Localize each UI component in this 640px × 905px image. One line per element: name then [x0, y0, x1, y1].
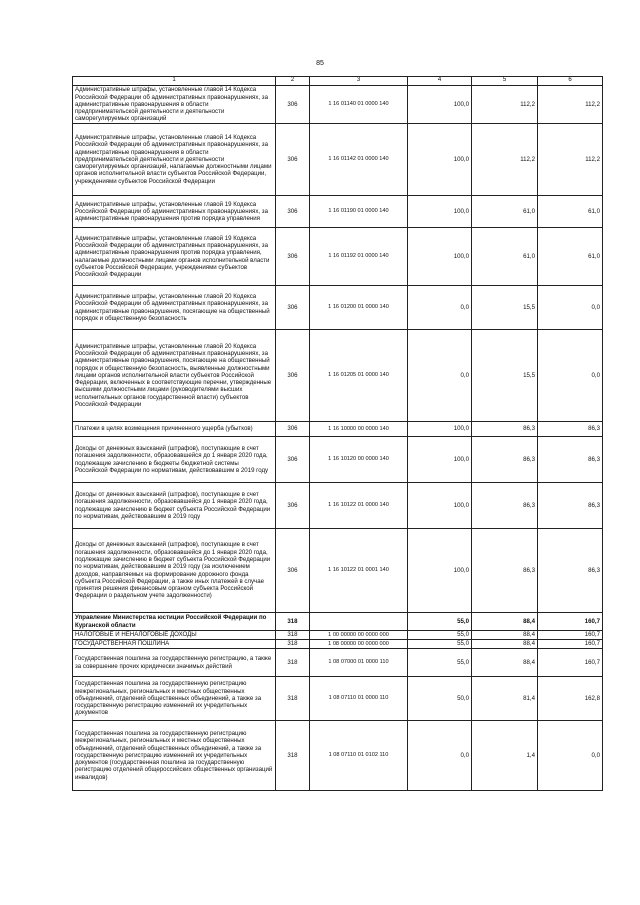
table-row: [73, 437, 603, 483]
table-body: [73, 86, 603, 791]
row-value-col5-cell: 112,2: [472, 124, 538, 196]
row-value-col4-cell: 100,0: [408, 196, 472, 228]
row-value-col6-cell: 61,0: [538, 196, 603, 228]
table-row: [73, 721, 603, 791]
row-kbk-code-cell: 1 16 10000 00 0000 140: [310, 422, 408, 437]
row-admin-code-cell: 318: [276, 677, 310, 721]
row-value-col6-cell: 160,7: [538, 631, 603, 640]
table-row: [73, 196, 603, 228]
row-value-col4-cell: 55,0: [408, 631, 472, 640]
revenue-table: [72, 76, 603, 791]
row-value-col5-cell: 61,0: [472, 196, 538, 228]
row-value-col6-cell: 160,7: [538, 640, 603, 649]
row-value-col4-cell: 55,0: [408, 649, 472, 677]
row-admin-code-cell: 306: [276, 286, 310, 330]
row-kbk-code-cell: 1 16 01192 01 0000 140: [310, 228, 408, 286]
row-value-col5-cell: 61,0: [472, 228, 538, 286]
table-row: [73, 640, 603, 649]
row-value-col5-cell: 88,4: [472, 631, 538, 640]
row-value-col4-cell: 100,0: [408, 529, 472, 613]
row-value-col6-cell: 112,2: [538, 124, 603, 196]
header-col-1: 1: [73, 77, 276, 86]
row-value-col5-cell: 88,4: [472, 613, 538, 631]
row-admin-code-cell: 306: [276, 437, 310, 483]
row-admin-code-cell: 318: [276, 721, 310, 791]
row-kbk-code-cell: 1 16 01140 01 0000 140: [310, 86, 408, 124]
row-value-col4-cell: 55,0: [408, 640, 472, 649]
row-value-col6-cell: 0,0: [538, 286, 603, 330]
table-row: [73, 286, 603, 330]
row-admin-code-cell: 318: [276, 640, 310, 649]
row-name-cell: Управление Министерства юстиции Российской Федерации по Курганской области: [73, 613, 276, 631]
row-value-col6-cell: 86,3: [538, 483, 603, 529]
header-col-2: 2: [276, 77, 310, 86]
table-row: [73, 677, 603, 721]
header-col-5: 5: [472, 77, 538, 86]
row-value-col6-cell: 86,3: [538, 422, 603, 437]
header-col-3: 3: [310, 77, 408, 86]
row-admin-code-cell: 306: [276, 529, 310, 613]
row-kbk-code-cell: 1 08 07110 01 0102 110: [310, 721, 408, 791]
table-row: [73, 483, 603, 529]
row-admin-code-cell: 318: [276, 649, 310, 677]
row-value-col6-cell: 162,8: [538, 677, 603, 721]
row-value-col4-cell: 100,0: [408, 86, 472, 124]
row-kbk-code-cell: 1 16 01190 01 0000 140: [310, 196, 408, 228]
table-row: [73, 649, 603, 677]
row-admin-code-cell: 318: [276, 631, 310, 640]
table-row: [73, 422, 603, 437]
table-row: [73, 613, 603, 631]
row-value-col5-cell: 81,4: [472, 677, 538, 721]
row-kbk-code-cell: 1 08 00000 00 0000 000: [310, 640, 408, 649]
row-kbk-code-cell: 1 16 10120 00 0000 140: [310, 437, 408, 483]
row-value-col5-cell: 86,3: [472, 437, 538, 483]
row-name-cell: Государственная пошлина за государственную регистрацию, а также за совершение прочих юридически значимых действий: [73, 649, 276, 677]
row-value-col5-cell: 15,5: [472, 330, 538, 422]
row-value-col4-cell: 0,0: [408, 330, 472, 422]
row-value-col4-cell: 100,0: [408, 483, 472, 529]
row-value-col4-cell: 100,0: [408, 228, 472, 286]
row-admin-code-cell: 306: [276, 422, 310, 437]
row-name-cell: Платежи в целях возмещения причиненного ущерба (убытков): [73, 422, 276, 437]
table-row: [73, 86, 603, 124]
row-kbk-code-cell: 1 16 01205 01 0000 140: [310, 330, 408, 422]
row-name-cell: Административные штрафы, установленные главой 20 Кодекса Российской Федерации об административных правонарушениях, за административные правонарушения, посягающие на общественный порядок и общественную безопасность: [73, 286, 276, 330]
row-value-col6-cell: 160,7: [538, 613, 603, 631]
row-value-col5-cell: 86,3: [472, 483, 538, 529]
row-admin-code-cell: 306: [276, 483, 310, 529]
row-name-cell: НАЛОГОВЫЕ И НЕНАЛОГОВЫЕ ДОХОДЫ: [73, 631, 276, 640]
row-value-col4-cell: 0,0: [408, 721, 472, 791]
row-kbk-code-cell: 1 16 10122 01 0000 140: [310, 483, 408, 529]
header-row: [73, 77, 603, 86]
row-kbk-code-cell: 1 16 01142 01 0000 140: [310, 124, 408, 196]
row-admin-code-cell: 306: [276, 228, 310, 286]
table-row: [73, 529, 603, 613]
row-kbk-code-cell: 1 00 00000 00 0000 000: [310, 631, 408, 640]
table-row: [73, 124, 603, 196]
row-value-col5-cell: 86,3: [472, 422, 538, 437]
row-admin-code-cell: 306: [276, 124, 310, 196]
row-value-col6-cell: 0,0: [538, 330, 603, 422]
row-name-cell: Доходы от денежных взысканий (штрафов), поступающие в счет погашения задолженности, образовавшейся до 1 января 2020 года, подлежащие зачислению в бюджет субъекта Российской Федерации по нормативам, действовавшим в 2019 году (за исключением доходов, направляемых на формирование дорожного фонда субъекта Российской Федерации, а также иных платежей в случае принятия решения финансовым органом субъекта Российской Федерации о раздельном учете задолженности): [73, 529, 276, 613]
row-value-col6-cell: 0,0: [538, 721, 603, 791]
row-value-col5-cell: 112,2: [472, 86, 538, 124]
row-value-col4-cell: 55,0: [408, 613, 472, 631]
row-kbk-code-cell: 1 16 01200 01 0000 140: [310, 286, 408, 330]
row-value-col6-cell: 112,2: [538, 86, 603, 124]
row-name-cell: Административные штрафы, установленные главой 14 Кодекса Российской Федерации об административных правонарушениях, за административные правонарушения в области предпринимательской деятельности и деятельности саморегулируемых организаций, налагаемые должностными лицами органов исполнительной власти субъектов Российской Федерации, учреждениями субъектов Российской Федерации: [73, 124, 276, 196]
row-value-col6-cell: 86,3: [538, 437, 603, 483]
row-value-col4-cell: 100,0: [408, 124, 472, 196]
row-kbk-code-cell: [310, 613, 408, 631]
row-admin-code-cell: 306: [276, 196, 310, 228]
row-value-col4-cell: 100,0: [408, 437, 472, 483]
row-value-col4-cell: 100,0: [408, 422, 472, 437]
row-admin-code-cell: 306: [276, 330, 310, 422]
row-name-cell: Доходы от денежных взысканий (штрафов), поступающие в счет погашения задолженности, образовавшейся до 1 января 2020 года, подлежащие зачислению в бюджет субъекта Российской Федерации по нормативам, действовавшим в 2019 году: [73, 483, 276, 529]
row-kbk-code-cell: 1 16 10122 01 0001 140: [310, 529, 408, 613]
page-number: 85: [316, 60, 324, 67]
row-value-col5-cell: 88,4: [472, 649, 538, 677]
row-kbk-code-cell: 1 08 07110 01 0000 110: [310, 677, 408, 721]
row-admin-code-cell: 306: [276, 86, 310, 124]
header-col-4: 4: [408, 77, 472, 86]
row-name-cell: Административные штрафы, установленные главой 20 Кодекса Российской Федерации об административных правонарушениях, за административные правонарушения, посягающие на общественный порядок и общественную безопасность, выявленные должностными лицами органов исполнительной власти субъектов Российской Федерации, включенных в соответствующие перечни, утвержденные высшими должностными лицами (руководителями высших исполнительных органов государственной власти) субъектов Российской Федерации: [73, 330, 276, 422]
row-value-col5-cell: 88,4: [472, 640, 538, 649]
row-name-cell: Государственная пошлина за государственную регистрацию межрегиональных, региональных и местных общественных объединений, отделений общественных объединений, а также за государственную регистрацию изменений их учредительных документов (государственная пошлина за государственную регистрацию отделений общероссийских общественных организаций инвалидов): [73, 721, 276, 791]
row-name-cell: Административные штрафы, установленные главой 14 Кодекса Российской Федерации об административных правонарушениях, за административные правонарушения в области предпринимательской деятельности и деятельности саморегулируемых организаций: [73, 86, 276, 124]
row-value-col5-cell: 86,3: [472, 529, 538, 613]
row-name-cell: ГОСУДАРСТВЕННАЯ ПОШЛИНА: [73, 640, 276, 649]
row-value-col6-cell: 160,7: [538, 649, 603, 677]
table-row: [73, 631, 603, 640]
row-kbk-code-cell: 1 08 07000 01 0000 110: [310, 649, 408, 677]
row-name-cell: Административные штрафы, установленные главой 19 Кодекса Российской Федерации об административных правонарушениях, за административные правонарушения против порядка управления: [73, 196, 276, 228]
row-value-col4-cell: 50,0: [408, 677, 472, 721]
row-name-cell: Доходы от денежных взысканий (штрафов), поступающие в счет погашения задолженности, образовавшейся до 1 января 2020 года, подлежащие зачислению в бюджеты бюджетной системы Российской Федерации по нормативам, действовавшим в 2019 году: [73, 437, 276, 483]
row-value-col5-cell: 15,5: [472, 286, 538, 330]
row-name-cell: Государственная пошлина за государственную регистрацию межрегиональных, региональных и местных общественных объединений, отделений общественных объединений, а также за государственную регистрацию изменений их учредительных документов: [73, 677, 276, 721]
row-name-cell: Административные штрафы, установленные главой 19 Кодекса Российской Федерации об административных правонарушениях, за административные правонарушения против порядка управления, налагаемые должностными лицами органов исполнительной власти субъектов Российской Федерации, учреждениями субъектов Российской Федерации: [73, 228, 276, 286]
table-row: [73, 330, 603, 422]
row-value-col4-cell: 0,0: [408, 286, 472, 330]
row-admin-code-cell: 318: [276, 613, 310, 631]
header-col-6: 6: [538, 77, 603, 86]
row-value-col6-cell: 61,0: [538, 228, 603, 286]
row-value-col6-cell: 86,3: [538, 529, 603, 613]
row-value-col5-cell: 1,4: [472, 721, 538, 791]
table-row: [73, 228, 603, 286]
